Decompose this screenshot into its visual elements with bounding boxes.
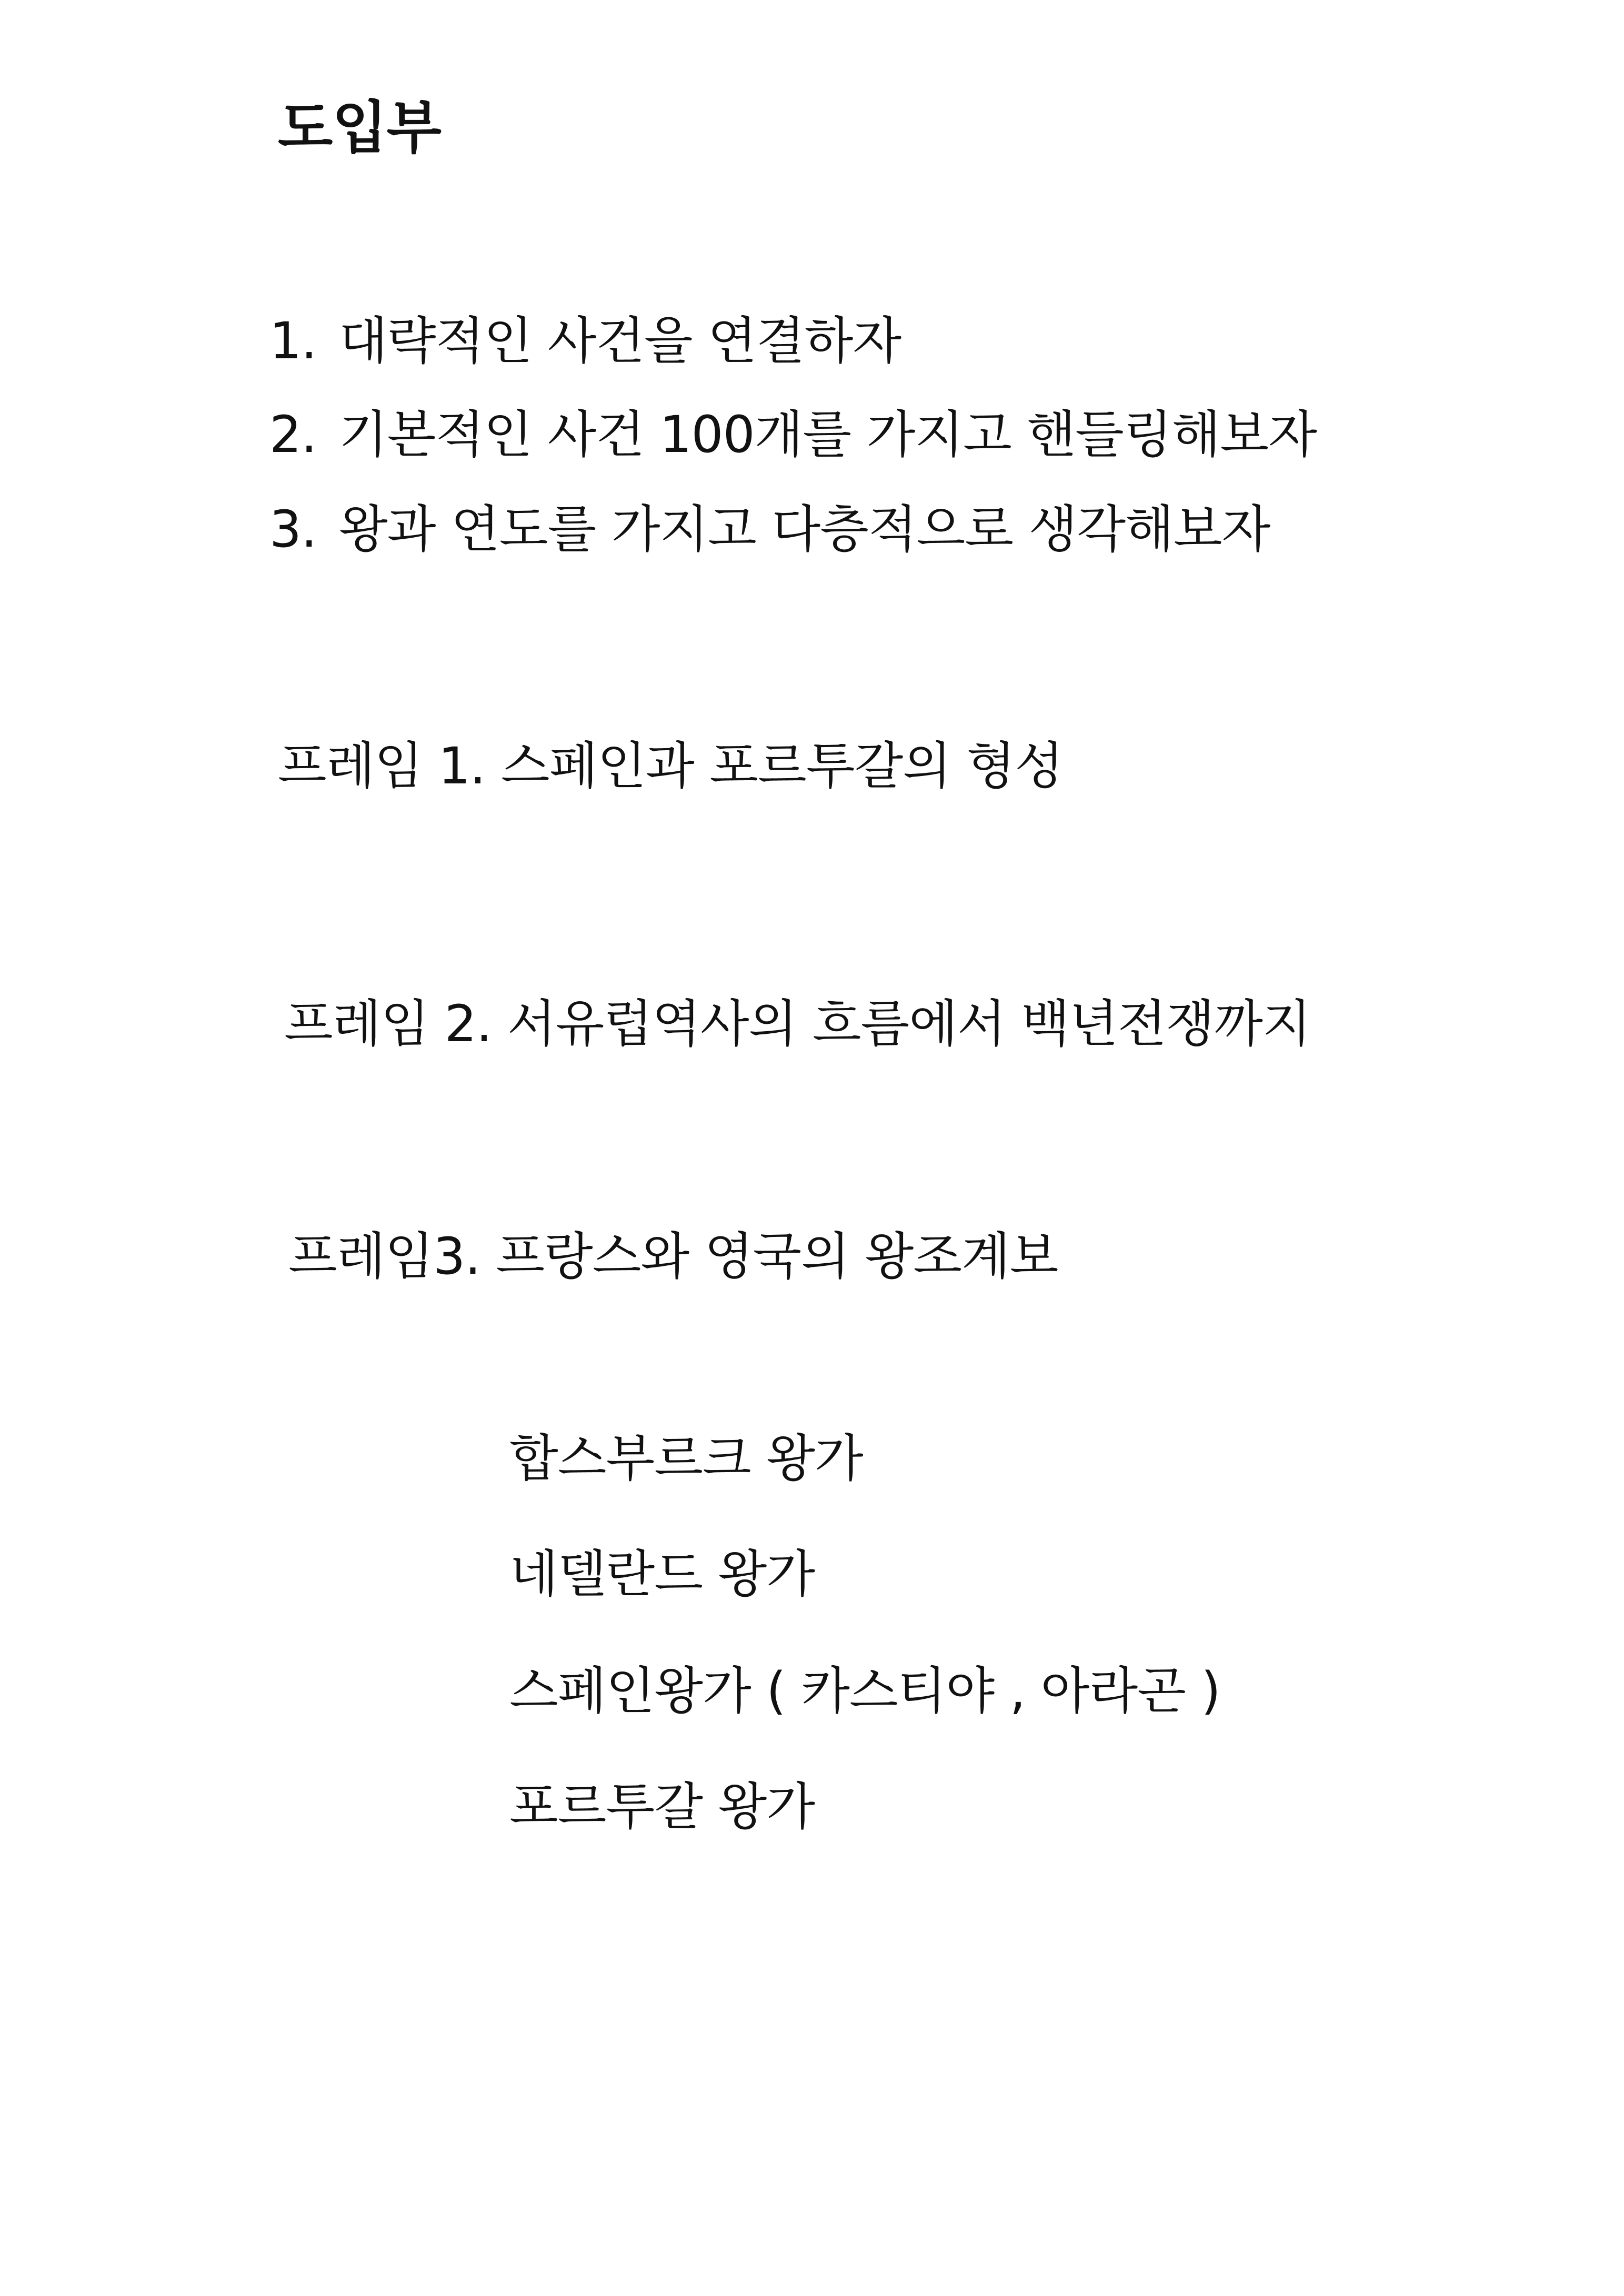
dynasty-item-1: 합스부르크 왕가: [509, 1429, 863, 1488]
dynasty-item-4: 포르투갈 왕가: [509, 1777, 815, 1836]
frame-heading-1: 프레임 1. 스페인과 포르투갈의 형성: [278, 737, 1063, 795]
step-number: 2.: [269, 405, 317, 464]
frame-heading-2: 프레임 2. 서유럽역사의 흐름에서 백년전쟁까지: [284, 994, 1311, 1053]
step-number: 1.: [269, 311, 317, 370]
dynasty-item-3: 스페인왕가 ( 카스티야 , 아라곤 ): [509, 1661, 1220, 1720]
page-title: 도입부: [278, 95, 441, 161]
frame-heading-3: 프레임3. 프랑스와 영국의 왕조계보: [288, 1227, 1058, 1286]
dynasty-item-2: 네델란드 왕가: [509, 1545, 815, 1604]
step-number: 3.: [269, 500, 317, 559]
step-text: 기본적인 사건 100개를 가지고 핸들링해보자: [339, 405, 1317, 464]
step-text: 대략적인 사건을 연결하자: [339, 311, 901, 370]
step-text: 왕과 연도를 가지고 다층적으로 생각해보자: [339, 500, 1270, 559]
